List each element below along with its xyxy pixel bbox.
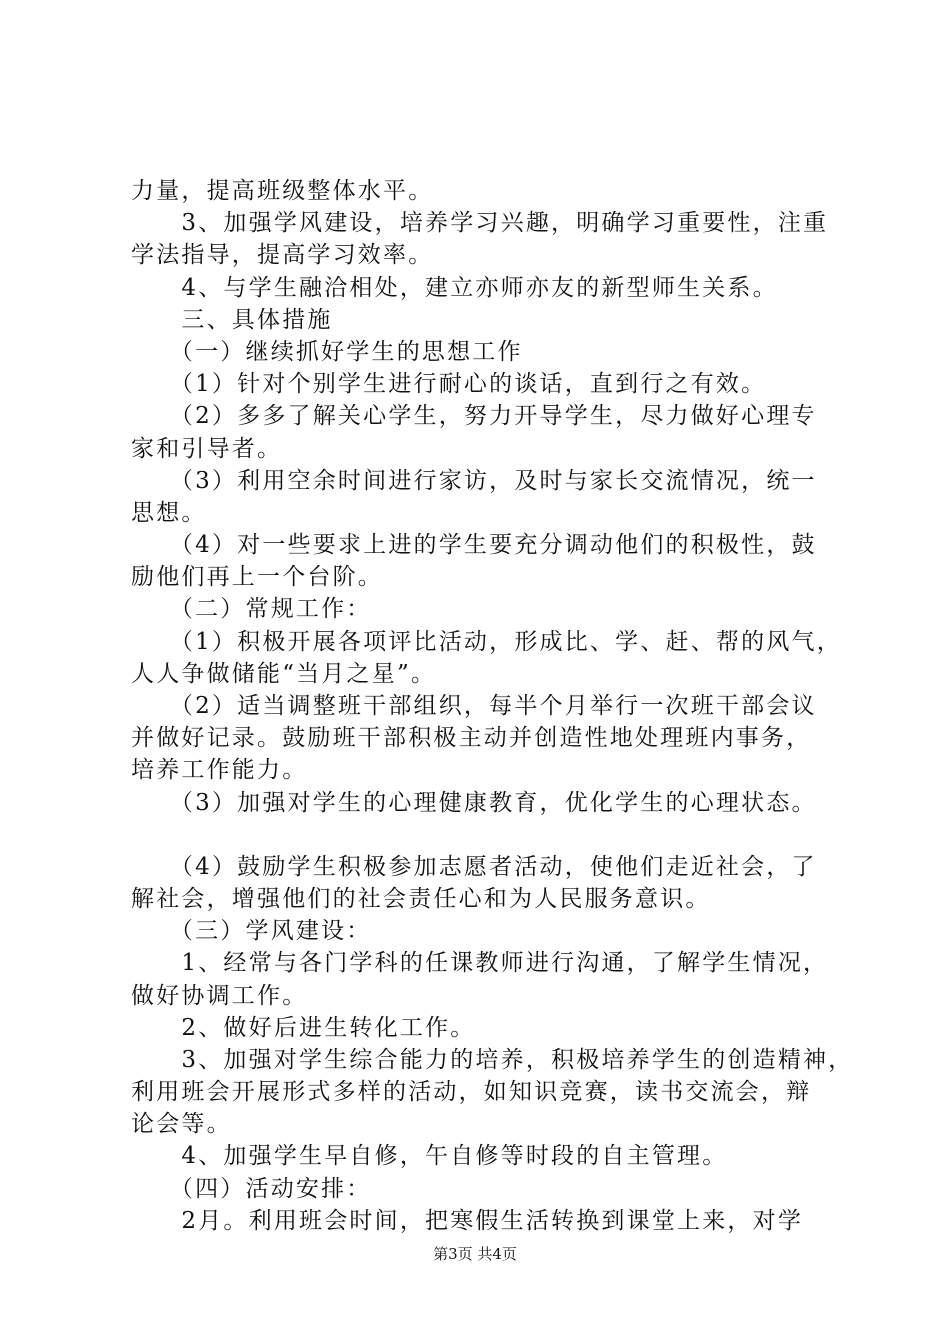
paragraph-gap: [131, 819, 836, 851]
text-line: （二）常规工作：: [131, 596, 372, 623]
text-line: 培养工作能力。: [131, 757, 308, 784]
text-line: 并做好记录。鼓励班干部积极主动并创造性地处理班内事务，: [131, 725, 812, 752]
text-line: 1、经常与各门学科的任课教师进行沟通，了解学生情况，: [131, 950, 829, 977]
page-number-footer: 第3页 共4页: [433, 1245, 517, 1263]
text-line: 三、具体措施: [131, 306, 333, 333]
text-line: （3）加强对学生的心理健康教育，优化学生的心理状态。: [131, 789, 817, 816]
text-line: 2、做好后进生转化工作。: [131, 1014, 476, 1041]
text-line: （1）针对个别学生进行耐心的谈话，直到行之有效。: [131, 371, 767, 398]
text-line: 2月。利用班会时间，把寒假生活转换到课堂上来，对学: [131, 1207, 804, 1234]
text-line: （一）继续抓好学生的思想工作: [131, 338, 523, 365]
text-line: （三）学风建设：: [131, 918, 372, 945]
text-line: 3、加强学风建设，培养学习兴趣，明确学习重要性，注重: [131, 210, 829, 237]
text-line: 4、加强学生早自修，午自修等时段的自主管理。: [131, 1143, 728, 1170]
text-line: 4、与学生融洽相处，建立亦师亦友的新型师生关系。: [131, 274, 778, 301]
text-line: （四）活动安排：: [131, 1175, 372, 1202]
text-line: 学法指导，提高学习效率。: [131, 242, 434, 269]
text-line: 利用班会开展形式多样的活动，如知识竞赛，读书交流会，辩: [131, 1079, 812, 1106]
text-line: 做好协调工作。: [131, 982, 308, 1009]
text-line: 解社会，增强他们的社会责任心和为人民服务意识。: [131, 885, 711, 912]
document-body: [131, 175, 854, 1237]
text-line: （2）适当调整班干部组织，每半个月举行一次班干部会议: [131, 693, 817, 719]
text-line: 人人争做储能“当月之星”。: [131, 660, 437, 687]
text-line: 3、加强对学生综合能力的培养，积极培养学生的创造精神，: [131, 1046, 854, 1073]
text-line: 思想。: [131, 499, 207, 526]
text-line: （4）鼓励学生积极参加志愿者活动，使他们走近社会，了: [131, 853, 817, 880]
text-line: （3）利用空余时间进行家访，及时与家长交流情况，统一: [131, 467, 817, 494]
text-line: 论会等。: [131, 1111, 232, 1138]
text-line: 家和引导者。: [131, 435, 283, 462]
text-line: （2）多多了解关心学生，努力开导学生，尽力做好心理专: [131, 403, 817, 430]
text-line: 力量，提高班级整体水平。: [131, 178, 434, 204]
text-line: 励他们再上一个台阶。: [131, 564, 383, 591]
text-line: （4）对一些要求上进的学生要充分调动他们的积极性，鼓: [131, 532, 817, 559]
text-line: （1）积极开展各项评比活动，形成比、学、赶、帮的风气，: [131, 628, 842, 655]
